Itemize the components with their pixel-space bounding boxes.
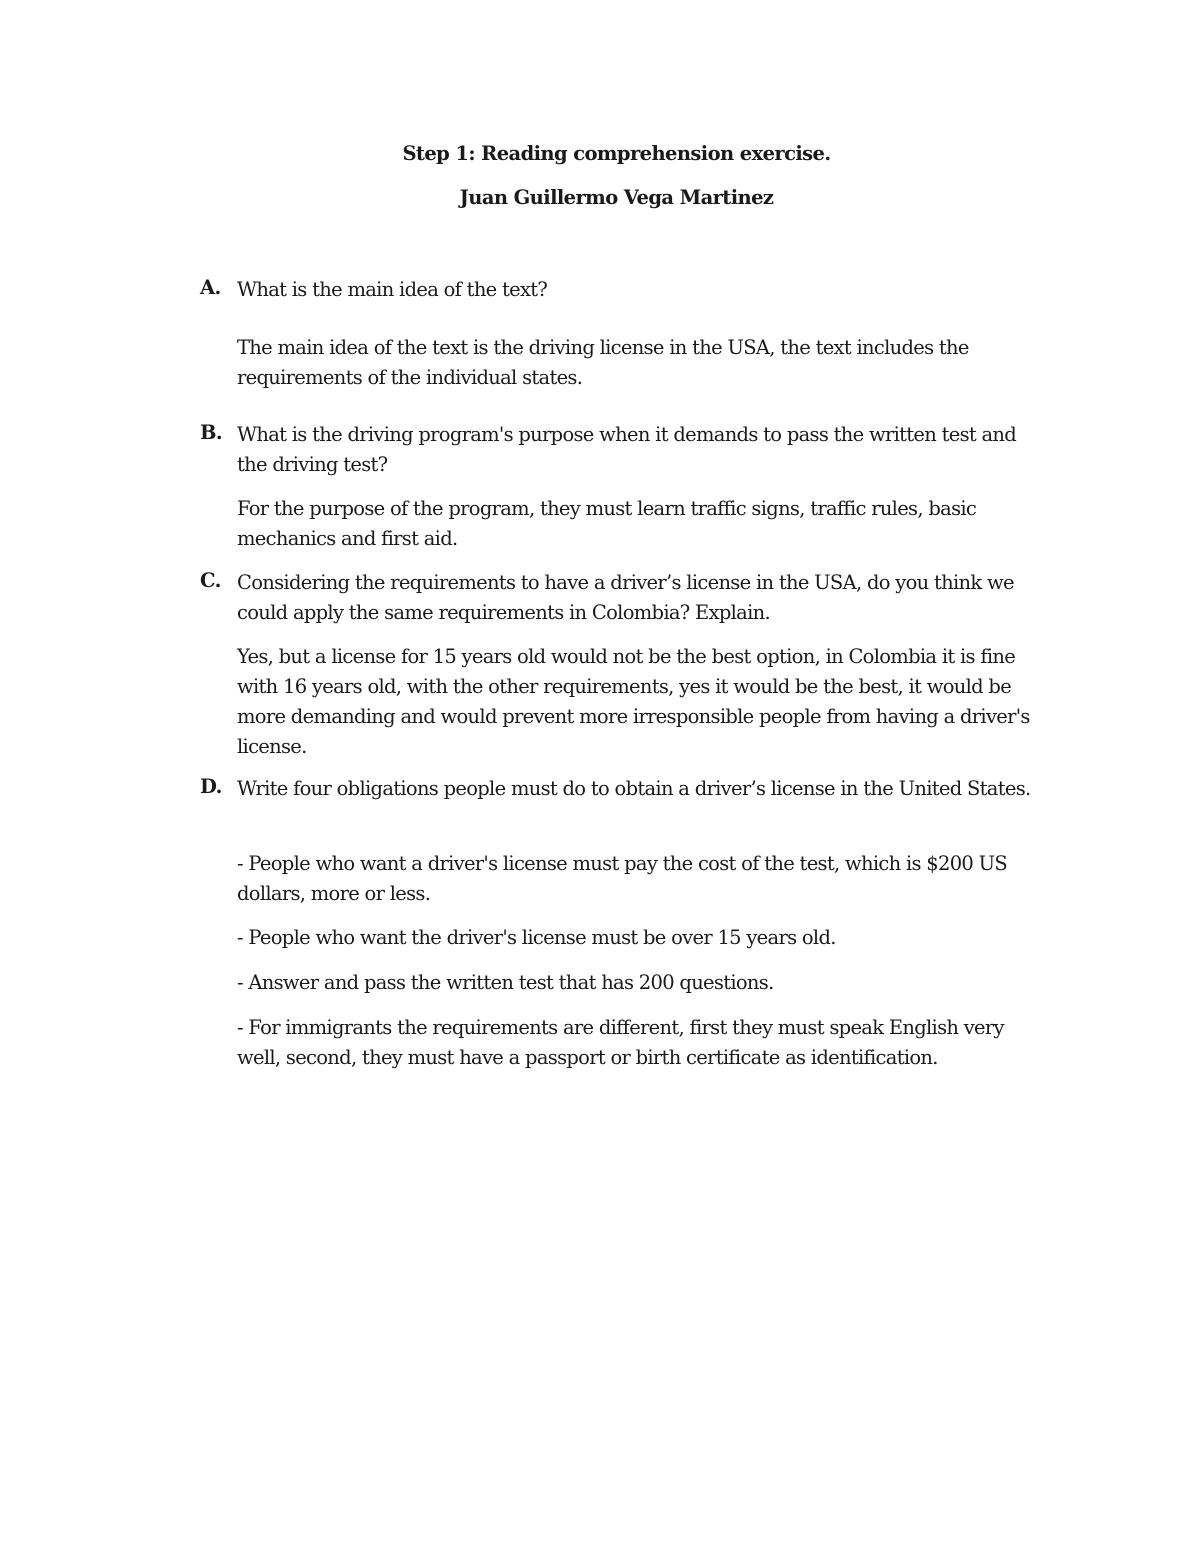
question-letter: A. [200, 276, 221, 299]
obligation-item: - People who want a driver's license must pay the cost of the test, which is $200 US dollars, more or less. [237, 852, 1007, 905]
obligation-item: - Answer and pass the written test that has 200 questions. [237, 971, 774, 994]
answer-text: The main idea of the text is the driving license in the USA, the text includes the requirements of the individual states. [237, 336, 969, 389]
answer-text: Yes, but a license for 15 years old would not be the best option, in Colombia it is fine with 16 years old, with the other requirements, yes it would be the best, it would be more demanding and would prevent more irresponsible people from having a driver's license. [237, 645, 1030, 758]
answer-text: For the purpose of the program, they must learn traffic signs, traffic rules, basic mechanics and first aid. [237, 497, 977, 550]
obligation-item: - People who want the driver's license must be over 15 years old. [237, 926, 836, 949]
question-text: Write four obligations people must do to obtain a driver’s license in the United States. [237, 777, 1031, 800]
obligation-item: - For immigrants the requirements are different, first they must speak English very well, second, they must have a passport or birth certificate as identification. [237, 1016, 1004, 1069]
question-letter: D. [200, 775, 222, 798]
document-title: Step 1: Reading comprehension exercise. [402, 142, 831, 165]
question-text: Considering the requirements to have a driver’s license in the USA, do you think we could apply the same requirements in Colombia? Explain. [237, 571, 1014, 624]
question-letter: C. [200, 569, 221, 592]
question-text: What is the main idea of the text? [237, 278, 548, 301]
question-text: What is the driving program's purpose when it demands to pass the written test and the driving test? [237, 423, 1017, 476]
question-letter: B. [200, 421, 223, 444]
author-name: Juan Guillermo Vega Martinez [459, 186, 774, 209]
